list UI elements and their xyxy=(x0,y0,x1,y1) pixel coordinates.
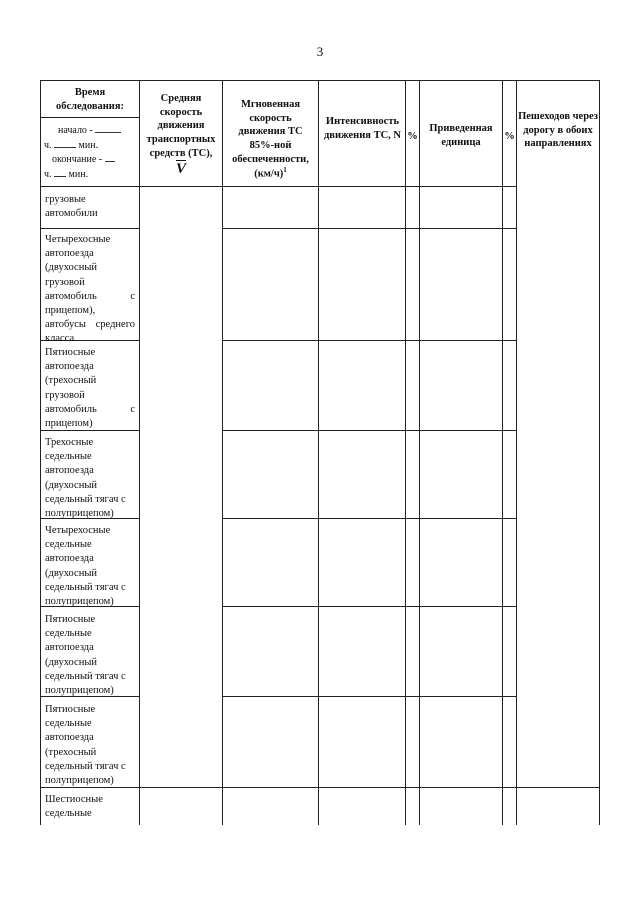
col-line xyxy=(419,80,420,825)
time-header-divider xyxy=(40,117,140,118)
row-line xyxy=(222,430,516,431)
row-label-five-axle-trains: Пятиосные автопоезда (трехосный грузовой автомобиль с прицепом) xyxy=(45,347,135,429)
col-line xyxy=(516,80,517,825)
end-minutes-label: мин. xyxy=(68,168,89,180)
avg-speed-symbol: $\overline{V}$ xyxy=(175,161,186,178)
start-minutes-label: мин. xyxy=(78,139,99,151)
intensity-header: Интенсивность движения ТС, N xyxy=(324,116,401,141)
row-line xyxy=(222,228,516,229)
instant-speed-footnote: 1 xyxy=(283,166,287,175)
col-line xyxy=(502,80,503,825)
col-line xyxy=(405,80,406,825)
col-line xyxy=(318,80,319,825)
start-minutes-blank[interactable] xyxy=(54,147,76,148)
row-label-three-axle-semi: Трехосные седельные автопоезда (двухосный седельный тягач с полуприцепом) xyxy=(45,437,126,519)
page-number: 3 xyxy=(316,44,324,59)
row-line xyxy=(222,340,516,341)
percent-header-2: % xyxy=(504,131,515,142)
instant-speed-header xyxy=(225,98,316,181)
header-bottom-line xyxy=(40,186,516,187)
end-minutes-blank[interactable] xyxy=(54,176,66,177)
table-border-right xyxy=(599,80,600,825)
table-border-left xyxy=(40,80,41,825)
end-label: окончание - xyxy=(52,154,103,165)
row-line xyxy=(222,518,516,519)
col-line xyxy=(139,80,140,825)
row-label-four-axle-trains: Четырехосные автопоезда (двухосный грузовой автомобиль с прицепом), автобусы среднего класса xyxy=(45,234,135,345)
avg-speed-header xyxy=(141,92,221,180)
row-label-five-axle-semi-3: Пятиосные седельные автопоезда (трехосный седельный тягач с полуприцепом) xyxy=(45,704,126,786)
row-line xyxy=(40,228,140,229)
col-line xyxy=(222,80,223,825)
start-label: начало - xyxy=(58,125,93,136)
row-line xyxy=(222,606,516,607)
row-label-six-axle-semi: Шестиосные седельные xyxy=(45,794,103,820)
start-hours-label: ч. xyxy=(44,139,52,151)
end-blank[interactable] xyxy=(105,161,115,162)
row-line xyxy=(222,696,516,697)
start-blank[interactable] xyxy=(95,132,121,133)
survey-time-inputs xyxy=(44,124,137,182)
row-label-four-axle-semi: Четырехосные седельные автопоезда (двухосный седельный тягач с полуприцепом) xyxy=(45,525,126,607)
survey-time-title: Время обследования: xyxy=(55,87,125,112)
pedestrians-header: Пешеходов через дорогу в обоих направлениях xyxy=(518,111,598,150)
row-label-trucks: грузовые автомобили xyxy=(45,194,98,220)
percent-header-1: % xyxy=(407,131,418,142)
reduced-unit-header: Приведенная единица xyxy=(429,123,493,148)
row-label-five-axle-semi-2: Пятиосные седельные автопоезда (двухосный седельный тягач с полуприцепом) xyxy=(45,614,126,696)
end-hours-label: ч. xyxy=(44,168,52,180)
avg-speed-text: Средняя скорость движения транспортных средств (ТС), xyxy=(146,93,216,159)
instant-speed-text: Мгновенная скорость движения ТС 85%-ной обеспеченности, (км/ч) xyxy=(232,99,309,180)
